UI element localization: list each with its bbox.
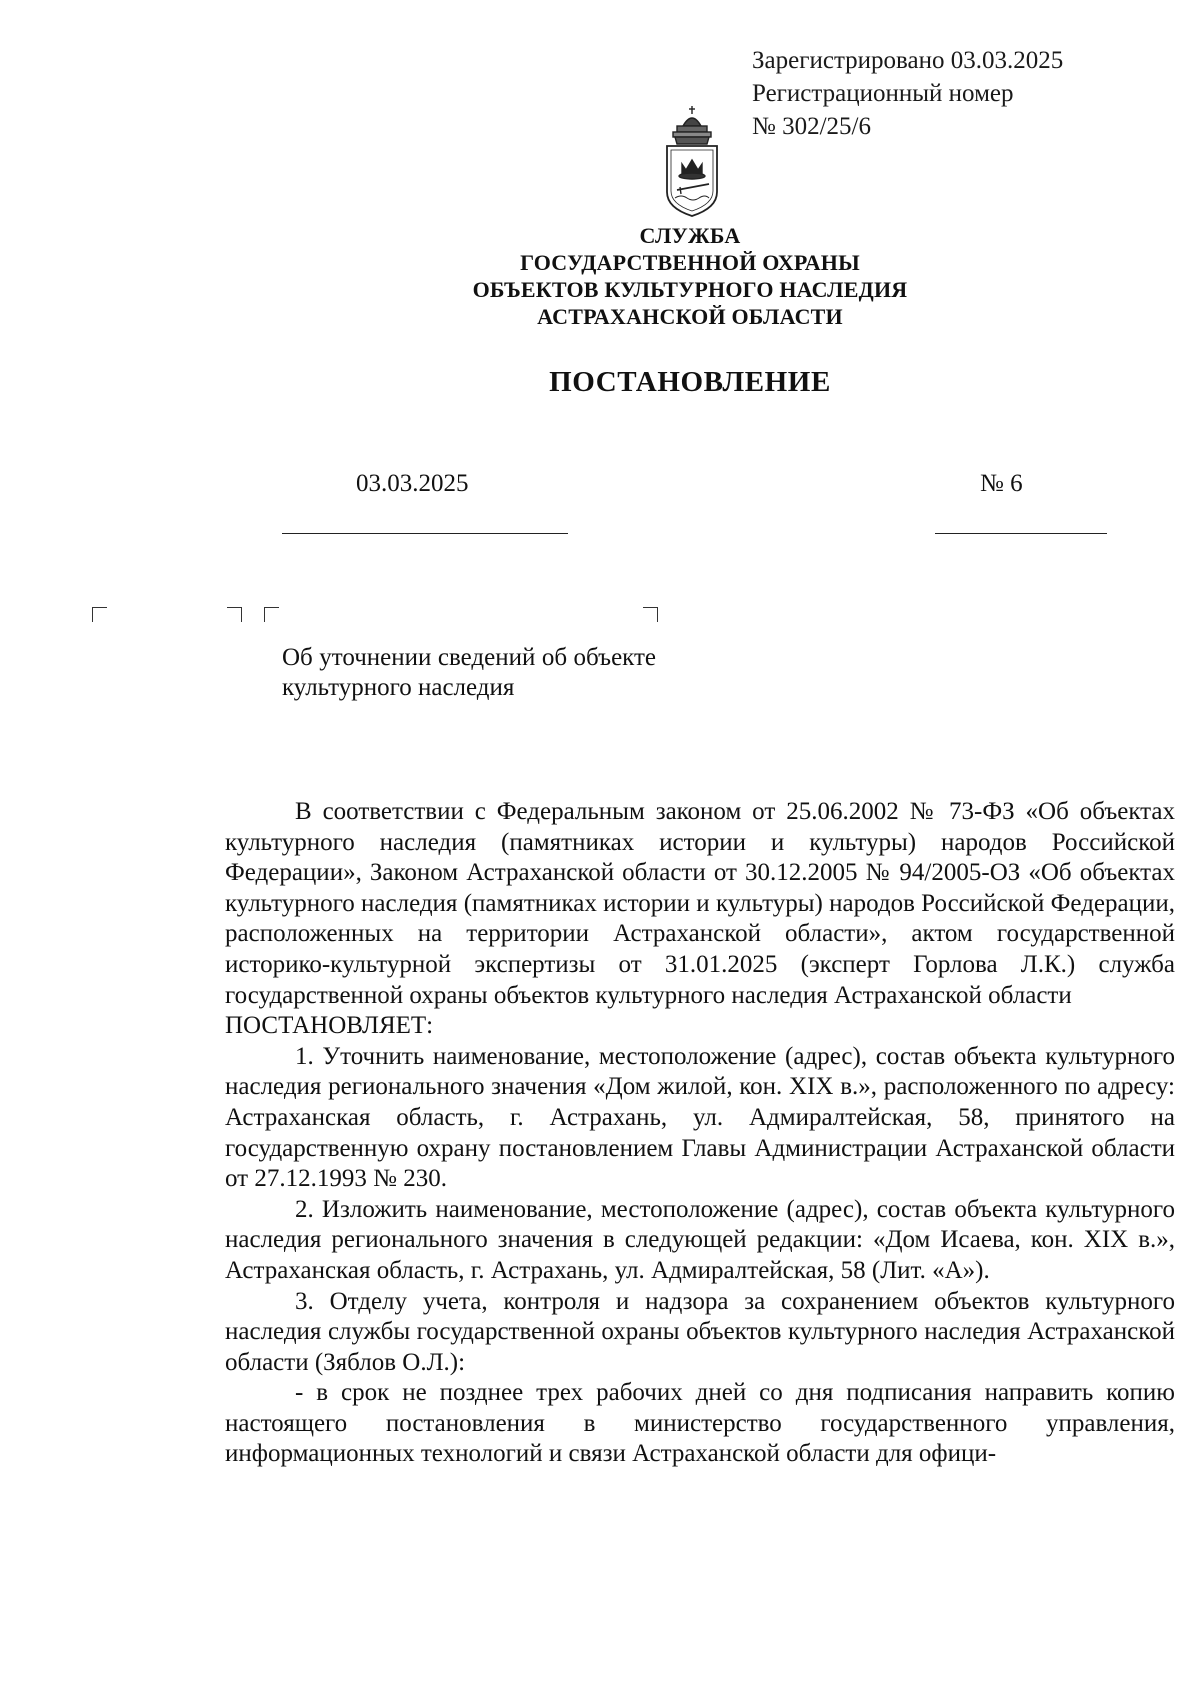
registration-number-label: Регистрационный номер xyxy=(752,80,1014,107)
agency-line-4: АСТРАХАНСКОЙ ОБЛАСТИ xyxy=(537,304,843,329)
preamble-paragraph: В соответствии с Федеральным законом от 25.06.2002 № 73-ФЗ «Об объектах культурного наследия (памятниках истории и культуры) народов Российской Федерации», Законом Астраханской области от 30.12.2005 № 94/2005-ОЗ «Об объектах культурного наследия (памятниках истории и культуры) народов Российской Федерации, расположенных на территории Астраханской области», актом государственной историко-культурной экспертизы от 31.01.2025 (эксперт Горлова Л.К.) служба государственной охраны объектов культурного наследия Астраханской области xyxy=(225,798,1175,1009)
item-1-paragraph: 1. Уточнить наименование, местоположение (адрес), состав объекта культурного наследия регионального значения «Дом жилой, кон. XIX в.», расположенного по адресу: Астраханская область, г. Астрахань, ул. Адмиралтейская, 58, принятого на государственную охрану постановлением Главы Администрации Астраханской области от 27.12.1993 № 230. xyxy=(225,1042,1175,1193)
field-corner-mark xyxy=(92,607,107,622)
item-2-paragraph: 2. Изложить наименование, местоположение (адрес), состав объекта культурного наследия регионального значения в следующей редакции: «Дом Исаева, кон. XIX в.», Астраханская область, г. Астрахань, ул. Адмиралтейская, 58 (Лит. «А»). xyxy=(225,1195,1175,1284)
item-3-bullet-paragraph: - в срок не позднее трех рабочих дней со дня подписания направить копию настоящего постановления в министерство государственного управления, информационных технологий и связи Астраханской области для офици- xyxy=(225,1379,1175,1468)
agency-line-2: ГОСУДАРСТВЕННОЙ ОХРАНЫ xyxy=(520,250,860,275)
astrakhan-coat-of-arms-icon xyxy=(655,104,729,220)
document-subject: Об уточнении сведений об объекте культурного наследия xyxy=(282,644,656,701)
number-underline xyxy=(935,533,1107,534)
registration-number: № 302/25/6 xyxy=(752,113,871,140)
agency-name xyxy=(440,222,940,330)
agency-line-1: СЛУЖБА xyxy=(639,223,741,248)
document-number: № 6 xyxy=(980,470,1023,497)
date-underline xyxy=(282,533,568,534)
agency-line-3: ОБЪЕКТОВ КУЛЬТУРНОГО НАСЛЕДИЯ xyxy=(472,277,908,302)
registration-stamp xyxy=(752,44,1063,143)
field-corner-mark xyxy=(227,607,242,622)
item-3-paragraph: 3. Отделу учета, контроля и надзора за сохранением объектов культурного наследия службы государственной охраны объектов культурного наследия Астраханской области (Зяблов О.Л.): xyxy=(225,1287,1175,1376)
document-body xyxy=(225,797,1175,1470)
field-corner-mark xyxy=(643,607,658,622)
resolves-heading: ПОСТАНОВЛЯЕТ: xyxy=(225,1012,434,1040)
document-type: ПОСТАНОВЛЕНИЕ xyxy=(549,366,831,398)
registration-date: Зарегистрировано 03.03.2025 xyxy=(752,47,1064,74)
document-date: 03.03.2025 xyxy=(356,470,469,497)
field-corner-mark xyxy=(264,607,279,622)
